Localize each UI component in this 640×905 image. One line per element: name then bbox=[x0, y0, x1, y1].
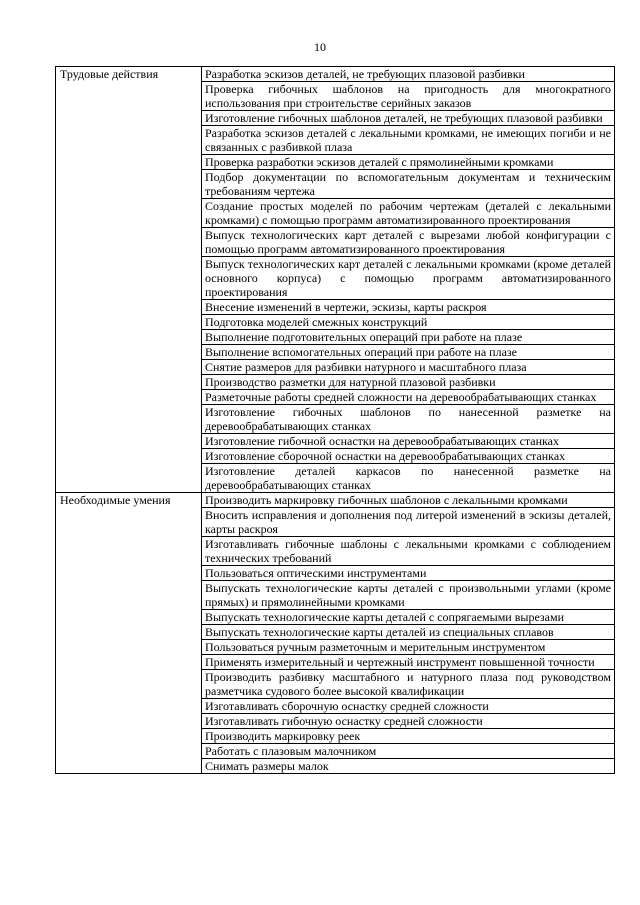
table-cell-item: Вносить исправления и дополнения под литерой изменений в эскизы деталей, карты раскроя bbox=[202, 508, 615, 537]
table-cell-item: Выпуск технологических карт деталей с вырезами любой конфигурации с помощью программ автоматизированного проектирования bbox=[202, 228, 615, 257]
section-title: Трудовые действия bbox=[56, 67, 202, 493]
table-cell-item: Разработка эскизов деталей с лекальными кромками, не имеющих погиби и не связанных с разбивкой плаза bbox=[202, 126, 615, 155]
table-cell-item: Изготовление деталей каркасов по нанесенной разметке на деревообрабатывающих станках bbox=[202, 464, 615, 493]
table-cell-item: Внесение изменений в чертежи, эскизы, карты раскроя bbox=[202, 300, 615, 315]
table-cell-item: Проверка разработки эскизов деталей с прямолинейными кромками bbox=[202, 155, 615, 170]
table-cell-item: Работать с плазовым малочником bbox=[202, 744, 615, 759]
table-cell-item: Подбор документации по вспомогательным документам и техническим требованиям чертежа bbox=[202, 170, 615, 199]
table-cell-item: Пользоваться оптическими инструментами bbox=[202, 566, 615, 581]
table-cell-item: Применять измерительный и чертежный инструмент повышенной точности bbox=[202, 655, 615, 670]
table-cell-item: Производить маркировку реек bbox=[202, 729, 615, 744]
table-cell-item: Выпускать технологические карты деталей из специальных сплавов bbox=[202, 625, 615, 640]
table-row bbox=[56, 67, 615, 82]
table-cell-item: Проверка гибочных шаблонов на пригодность для многократного использования при строительстве серийных заказов bbox=[202, 82, 615, 111]
table-cell-item: Изготавливать гибочные шаблоны с лекальными кромками с соблюдением технических требований bbox=[202, 537, 615, 566]
table-cell-item: Снятие размеров для разбивки натурного и масштабного плаза bbox=[202, 360, 615, 375]
table-cell-item: Выпускать технологические карты деталей с сопрягаемыми вырезами bbox=[202, 610, 615, 625]
table-cell-item: Разметочные работы средней сложности на деревообрабатывающих станках bbox=[202, 390, 615, 405]
table-cell-item: Изготовление гибочной оснастки на деревообрабатывающих станках bbox=[202, 434, 615, 449]
table-cell-item: Изготовление гибочных шаблонов деталей, не требующих плазовой разбивки bbox=[202, 111, 615, 126]
table-cell-item: Выполнение вспомогательных операций при работе на плазе bbox=[202, 345, 615, 360]
table-cell-item: Выпускать технологические карты деталей с произвольными углами (кроме прямых) и прямолинейными кромками bbox=[202, 581, 615, 610]
table-row bbox=[56, 493, 615, 508]
table-cell-item: Создание простых моделей по рабочим чертежам (деталей с лекальными кромками) с помощью программ автоматизированного проектирования bbox=[202, 199, 615, 228]
table-cell-item: Изготовление гибочных шаблонов по нанесенной разметке на деревообрабатывающих станках bbox=[202, 405, 615, 434]
table-cell-item: Изготавливать гибочную оснастку средней сложности bbox=[202, 714, 615, 729]
table-cell-item: Изготавливать сборочную оснастку средней сложности bbox=[202, 699, 615, 714]
table-cell-item: Производство разметки для натурной плазовой разбивки bbox=[202, 375, 615, 390]
table-cell-item: Производить разбивку масштабного и натурного плаза под руководством разметчика судового более высокой квалификации bbox=[202, 670, 615, 699]
table-cell-item: Выполнение подготовительных операций при работе на плазе bbox=[202, 330, 615, 345]
table-cell-item: Подготовка моделей смежных конструкций bbox=[202, 315, 615, 330]
table-cell-item: Изготовление сборочной оснастки на деревообрабатывающих станках bbox=[202, 449, 615, 464]
table-cell-item: Пользоваться ручным разметочным и мерительным инструментом bbox=[202, 640, 615, 655]
table-cell-item: Разработка эскизов деталей, не требующих плазовой разбивки bbox=[202, 67, 615, 82]
requirements-table bbox=[55, 66, 615, 774]
table-cell-item: Снимать размеры малок bbox=[202, 759, 615, 774]
table-cell-item: Производить маркировку гибочных шаблонов с лекальными кромками bbox=[202, 493, 615, 508]
section-title: Необходимые умения bbox=[56, 493, 202, 774]
table-body bbox=[56, 67, 615, 774]
table-cell-item: Выпуск технологических карт деталей с лекальными кромками (кроме деталей основного корпуса) с помощью программ автоматизированного проектирования bbox=[202, 257, 615, 300]
page-number: 10 bbox=[314, 40, 326, 54]
